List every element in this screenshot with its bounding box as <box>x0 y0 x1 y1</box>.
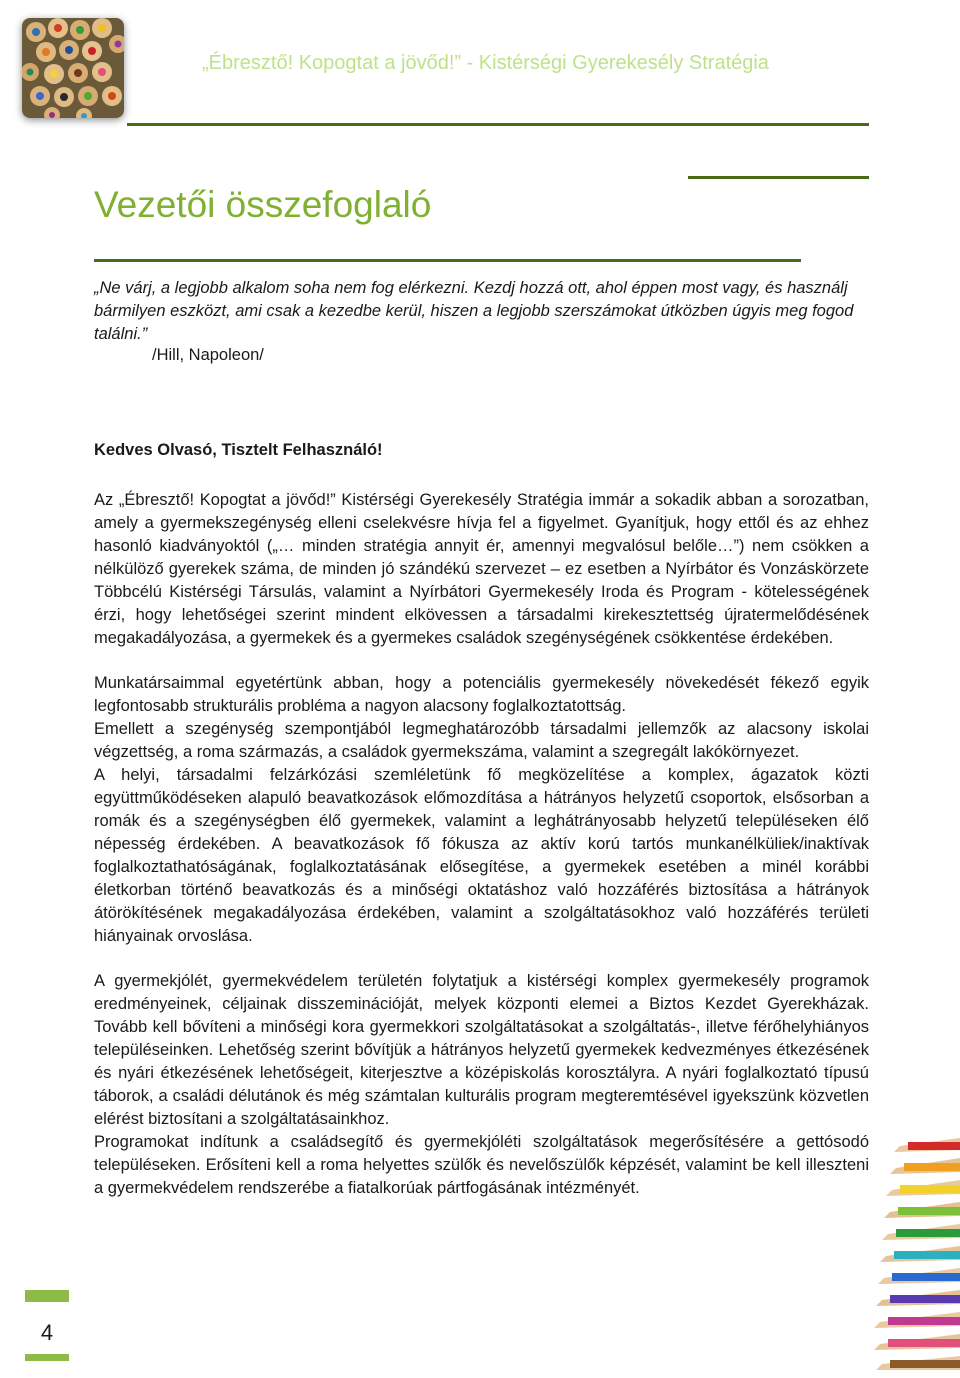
colored-pencils-corner-icon <box>870 1130 960 1373</box>
greeting: Kedves Olvasó, Tisztelt Felhasználó! <box>94 441 383 459</box>
paragraph: A helyi, társadalmi felzárkózási szemléletünk fő megközelítése a komplex, ágazatok közti együttműködéseken alapuló beavatkozások előmozdítása a hátrányos helyzetű csoportok, elsősorban a romák és a szegénységben élő gyermekek, valamint a leghátrányosabb helyzetű településeken élő népesség érdekében. A beavatkozások fő fókusza az aktív korú tartós munkanélküliek/inaktívak foglalkoztathatóságának, foglalkoztatásának elősegítése, a gyermekek esetében a minél korábbi életkorban történő beavatkozás és a minőségi oktatáshoz való hozzáférés biztosítása a hátrányok átörökítésének megakadályozása érdekében, valamint a szolgáltatásokhoz való hozzáférés területi hiányainak orvoslása. <box>94 766 869 945</box>
title-underline <box>94 259 801 262</box>
paragraph: Munkatársaimmal egyetértünk abban, hogy a potenciális gyermekesély növekedését fékező egyik legfontosabb strukturális probléma a nagyon alacsony foglalkoztatottság. <box>94 674 869 715</box>
page-number-bar <box>25 1290 69 1302</box>
header-title: „Ébresztő! Kopogtat a jövőd!” - Kistérségi Gyerekesély Stratégia <box>202 52 769 74</box>
page-number-bar <box>25 1354 69 1361</box>
paragraph: Programokat indítunk a családsegítő és gyermekjóléti szolgáltatások megerősítésére a gettósodó településeken. Erősíteni kell a roma helyettes szülők és nevelőszülők képzését, valamint be kell illeszteni a gyermekvédelem rendszerébe a fiatalkorúak pártfogásának intézményét. <box>94 1133 869 1197</box>
header-divider <box>127 123 869 126</box>
section-title: Vezetői összefoglaló <box>94 184 432 225</box>
colored-pencils-logo-icon <box>22 18 124 118</box>
title-accent-rule <box>688 176 869 179</box>
paragraph: Emellett a szegénység szempontjából legmeghatározóbb társadalmi jellemzők az alacsony iskolai végzettség, a roma származás, a családok gyermekszáma, valamint a szegregált lakókörnyezet. <box>94 720 869 761</box>
body-text <box>94 489 869 1200</box>
page-number: 4 <box>40 1320 54 1345</box>
paragraph: A gyermekjólét, gyermekvédelem területén folytatjuk a kistérségi komplex gyermekesély programok eredményeinek, céljainak disszeminációját, melyek központi elemei a Biztos Kezdet Gyerekházak. Tovább kell bővíteni a minőségi kora gyermekkori szolgáltatásokat a szolgáltatás-, illetve férőhelyhiányos településeinken. Lehetőség szerint bővítjük a hátrányos helyzetű gyermekek kedvezményes étkezésének és nyári étkezésének lehetőségeit, kiterjesztve a középiskolás korosztályra. A nyári foglalkoztató típusú táborok, a családi délutánok és még számtalan kulturális program megteremtésével igyekszünk közvetlen elérést biztosítani a szolgáltatásainkhoz. <box>94 972 869 1128</box>
quote-author: /Hill, Napoleon/ <box>152 346 264 364</box>
paragraph: Az „Ébresztő! Kopogtat a jövőd!” Kistérségi Gyerekesély Stratégia immár a sokadik abban a sorozatban, amely a gyermekszegénység elleni cselekvésre hívja fel a figyelmet. Gyanítjuk, hogy ettől és az ehhez hasonló kiadványoktól („… minden stratégia annyit ér, amennyi megvalósul belőle…”) nem csökken a nélkülöző gyerekek száma, de minden jó szándékú szervezet – ez esetben a Nyírbátor és Vonzáskörzete Többcélú Kistérségi Társulás, valamint a Nyírbátori Gyermekesély Iroda és Program - kötelességének érzi, hogy lehetőségei szerint mindent elkövessen a társadalmi kirekesztettség újratermelődésének megakadályozása, a gyermekek és a gyermekes családok szegénységének csökkentése érdekében. <box>94 491 869 647</box>
opening-quote: „Ne várj, a legjobb alkalom soha nem fog elérkezni. Kezdj hozzá ott, ahol éppen most vagy, és használj bármilyen eszközt, ami csak a kezedbe kerül, hiszen a legjobb szerszámokat útközben úgyis meg fogod találni.” <box>94 279 854 343</box>
